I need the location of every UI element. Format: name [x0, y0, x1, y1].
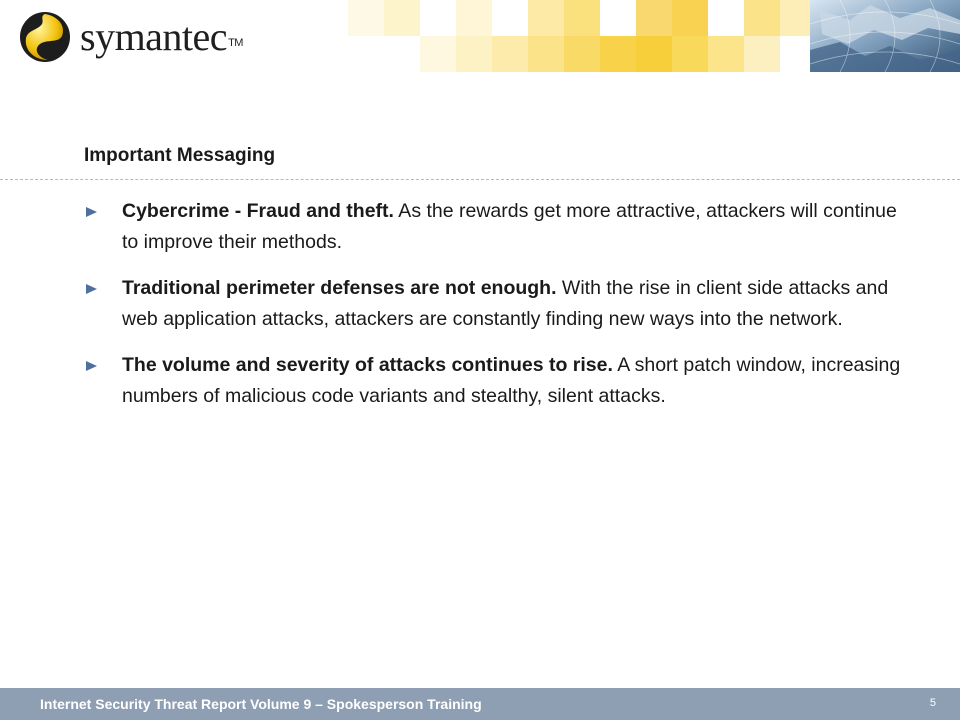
- triangle-bullet-icon: [86, 361, 97, 371]
- bullet-heading: Cybercrime - Fraud and theft.: [122, 200, 394, 222]
- bullet-item: [84, 273, 914, 335]
- bullet-text: With the rise in client side attacks and web application attacks, attackers are constantly finding new ways into the network.: [122, 277, 889, 330]
- triangle-bullet-icon: [86, 207, 97, 217]
- page-number: 5: [929, 697, 936, 709]
- title-divider: [0, 179, 960, 180]
- brand-wordmark: symantecTM: [80, 14, 243, 59]
- footer-bar: [0, 688, 960, 720]
- bullet-heading: Traditional perimeter defenses are not enough.: [122, 277, 557, 299]
- slide-title: Important Messaging: [84, 145, 276, 166]
- bullet-text: As the rewards get more attractive, attackers will continue to improve their methods.: [122, 200, 897, 253]
- bullet-text: A short patch window, increasing numbers of malicious code variants and stealthy, silent attacks.: [122, 354, 901, 407]
- triangle-bullet-icon: [86, 284, 97, 294]
- bullet-heading: The volume and severity of attacks continues to rise.: [122, 354, 613, 376]
- symantec-logo-icon: [18, 10, 72, 64]
- bullet-item: [84, 350, 914, 412]
- bullet-list: [84, 196, 914, 427]
- bullet-item: [84, 196, 914, 258]
- footer-title: Internet Security Threat Report Volume 9 – Spokesperson Training: [40, 696, 482, 712]
- globe-image: [810, 0, 960, 72]
- symantec-logo: [18, 10, 243, 64]
